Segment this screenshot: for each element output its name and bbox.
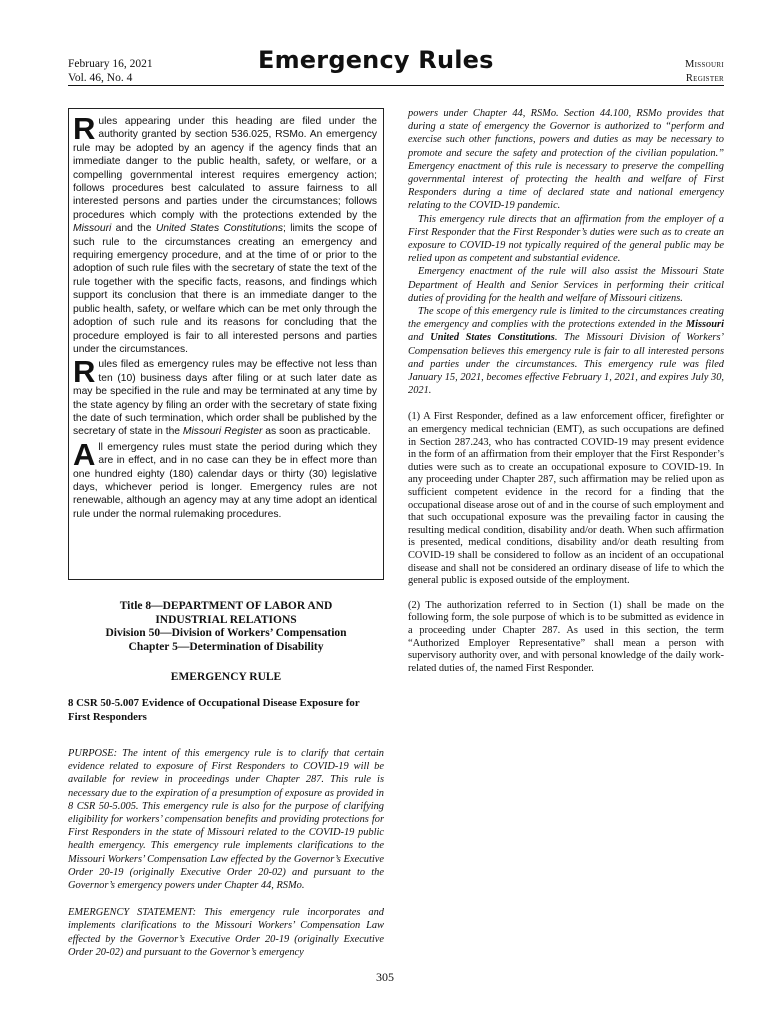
division-line: Division 50—Division of Workers’ Compensation (105, 627, 347, 639)
drop-cap: A (73, 436, 96, 472)
right-column (408, 107, 724, 675)
emergency-statement-affirmation: This emergency rule directs that an affirmation from the employer of a First Responder that the First Responder’s duties were such as to create an exposure to COVID-19 not typically required of the general public may be relied upon as competent and substantial evidence. (408, 213, 724, 265)
drop-cap: R (73, 111, 96, 146)
intro-paragraph-1: Rules appearing under this heading are filed under the authority granted by section 536.025, RSMo. An emergency rule may be adopted by an agency if the agency finds that an immediate danger to the public health, safety, or welfare, or a compelling governmental interest requires emergency action; follows procedures best calculated to assure fairness to all interested persons and parties under the circumstances; follows procedures which comply with the protections extended by the Missouri and the United States Constitutions; limits the scope of such rule to the circumstances creating an emergency and requiring emergency procedure, and at the time of or prior to the adoption of such rule files with the secretary of state the text of the rule together with the specific facts, reasons, and findings which support its conclusion that there is an immediate danger to the public health, safety, or welfare which can be met only through the adoption of such rule and its reasons for concluding that the procedure employed is fair to all interested persons and parties under the circumstances. (73, 111, 378, 355)
rule-section-2: (2) The authorization referred to in Section (1) shall be made on the following form, the sole purpose of which is to be submitted as evidence in a proceeding under Chapter 287. As used in this section, the term “Authorized Employer Representative” shall mean a person with supervisory authority over, and with personal knowledge of the daily work-related duties of, the named First Responder. (408, 599, 724, 674)
intro-paragraph-2: Rules filed as emergency rules may be effective not less than ten (10) business days after filing or at such later date as may be specified in the rule and may be terminated at any time by the state agency by filing an order with the secretary of state fixing the date of such termination, which order shall be published by the secretary of state in the Missouri Register as soon as practicable. (73, 354, 377, 438)
title-line-1: Title 8—DEPARTMENT OF LABOR AND (119, 600, 333, 612)
publication-name (685, 58, 724, 86)
intro-box (68, 108, 384, 580)
emergency-statement-scope: The scope of this emergency rule is limited to the circumstances creating the emergency and complies with the protections extended in the Missouri and United States Constitutions. The Missouri Division of Workers’ Compensation believes this emergency rule is fair to all interested persons and parties under the circumstances. This emergency rule was filed January 15, 2021, becomes effective February 1, 2021, and expires July 30, 2021. (408, 306, 724, 397)
left-column (68, 600, 384, 959)
emergency-statement-assist: Emergency enactment of the rule will also assist the Missouri State Department of Health and Senior Services in performing their critical duties of providing for the health and welfare of Missouri citizens. (408, 266, 724, 304)
emergency-statement-powers: powers under Chapter 44, RSMo. Section 44.100, RSMo provides that during a state of emergency the Governor is authorized to “perform and exercise such other functions, powers and duties as may be necessary to promote and secure the safety and protection of the civilian population.” Emergency enactment of this rule is necessary to preserve the compelling governmental interest of protecting the health and welfare of First Responders during a time of declared state and national emergency relating to the COVID-19 pandemic. (408, 108, 724, 212)
title-line-2: INDUSTRIAL RELATIONS (155, 613, 297, 626)
chapter-line: Chapter 5—Determination of Disability (128, 640, 324, 653)
rule-citation-title: 8 CSR 50-5.007 Evidence of Occupational Disease Exposure for First Responders (68, 697, 360, 723)
issue-date: February 16, 2021 (68, 58, 153, 70)
drop-cap: R (73, 354, 96, 390)
emergency-rule-heading: EMERGENCY RULE (170, 671, 282, 683)
emergency-statement-continued (408, 107, 724, 397)
intro-paragraph-3: All emergency rules must state the period during which they are in effect, and in no case can they be in effect more than one hundred eighty (180) calendar days or thirty (30) legislative days, whichever period is longer. Emergency rules are not renewable, although an agency may at any time adopt an identical rule under the normal rulemaking procedures. (73, 436, 377, 520)
issue-volume: Vol. 46, No. 4 (68, 72, 133, 84)
rule-section-1: (1) A First Responder, defined as a law enforcement officer, firefighter or an emergency medical technician (EMT), as such occupations are defined in Section 287.243, who has contracted COVID-19 may present evidence in the form of an affirmation from their employer that the First Responder’s duties were such as to create an occupational exposure to COVID-19. In any proceeding under Chapter 287, such affirmation may be relied upon as sufficient competent evidence in the record for a finding that the occupational disease arose out of and in the course of such employment and that such occupational exposure was the prevailing factor in causing the resulting medical condition, disability and/or death. When such affirmation is presented, medical conditions, disability and/or death resulting from COVID-19 shall be considered to follow as an incident of an occupational disease and shall not be considered an ordinary disease of life to which the general public is exposed outside of the employment. (408, 411, 724, 587)
page-number: 305 (376, 970, 394, 984)
header-date-volume (68, 57, 153, 85)
publication-name-line2: Register (685, 73, 724, 84)
rule-title-block (68, 600, 384, 654)
section-title: Emergency Rules (258, 46, 494, 74)
emergency-statement-start: EMERGENCY STATEMENT: This emergency rule incorporates and implements clarifications to the Missouri Workers’ Compensation Law effected by the Governor’s Executive Order 20-19 (originally Executive Order 20-02) and pursuant to the Governor’s emergency (68, 907, 384, 958)
publication-name-line1: Missouri (685, 59, 724, 70)
purpose-statement: PURPOSE: The intent of this emergency rule is to clarify that certain evidence related to exposure of First Responders to COVID-19 will be available for review in proceedings under Chapter 287. This rule is necessary due to the expiration of a presumption of exposure as provided in 8 CSR 50-5.005. This emergency rule is also for the purpose of clarifying eligibility for workers’ compensation benefits and providing protections for First Responders in the state of Missouri related to the COVID-19 public health emergency. This emergency rule implements clarifications to the Missouri Workers’ Compensation Law effected by the Governor’s Executive Order 20-19 (originally Executive Order 20-02) and pursuant to the Governor’s emergency powers under Chapter 44, RSMo. (68, 748, 384, 892)
header-rule (68, 85, 724, 86)
